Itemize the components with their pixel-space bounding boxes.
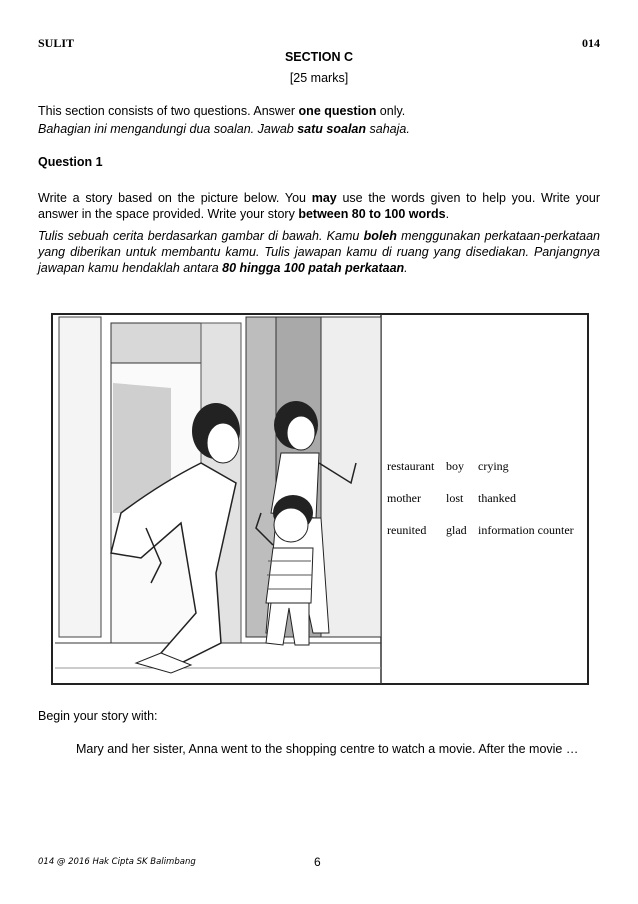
question-instruction-en: Write a story based on the picture below. You may use the words given to help you. Write your answer in the space provided. Write your story between 80 to 100 words. [38, 191, 601, 221]
word-lost: lost [446, 491, 464, 505]
question-instruction-ms: Tulis sebuah cerita berdasarkan gambar di bawah. Kamu boleh menggunakan perkataan-perkataan yang diberikan untuk membantu kamu. Tulis jawapan kamu di ruang yang disediakan. Panjangnya jawapan kamu hendaklah antara 80 hingga 100 patah perkataan. [38, 229, 600, 275]
word-information-counter: information counter [478, 523, 574, 537]
word-restaurant: restaurant [387, 459, 435, 473]
story-opening: Mary and her sister, Anna went to the shopping centre to watch a movie. After the movie … [76, 742, 579, 756]
question-title: Question 1 [38, 155, 103, 169]
word-glad: glad [446, 523, 467, 537]
instruction-ms: Bahagian ini mengandungi dua soalan. Jawab satu soalan sahaja. [38, 122, 410, 136]
instruction-en: This section consists of two questions. Answer one question only. [38, 104, 406, 118]
begin-label: Begin your story with: [38, 709, 158, 723]
footer-copyright: 014 @ 2016 Hak Cipta SK Balimbang [38, 857, 196, 867]
page-number: 6 [314, 855, 321, 869]
section-marks: [25 marks] [289, 71, 349, 85]
header-sulit: SULIT [38, 36, 75, 50]
word-mother: mother [387, 491, 421, 505]
story-picture [51, 313, 589, 685]
section-title: SECTION C [284, 50, 354, 64]
word-boy: boy [446, 459, 464, 473]
header-code: 014 [582, 36, 600, 50]
word-thanked: thanked [478, 491, 516, 505]
word-reunited: reunited [387, 523, 427, 537]
word-crying: crying [478, 459, 509, 473]
